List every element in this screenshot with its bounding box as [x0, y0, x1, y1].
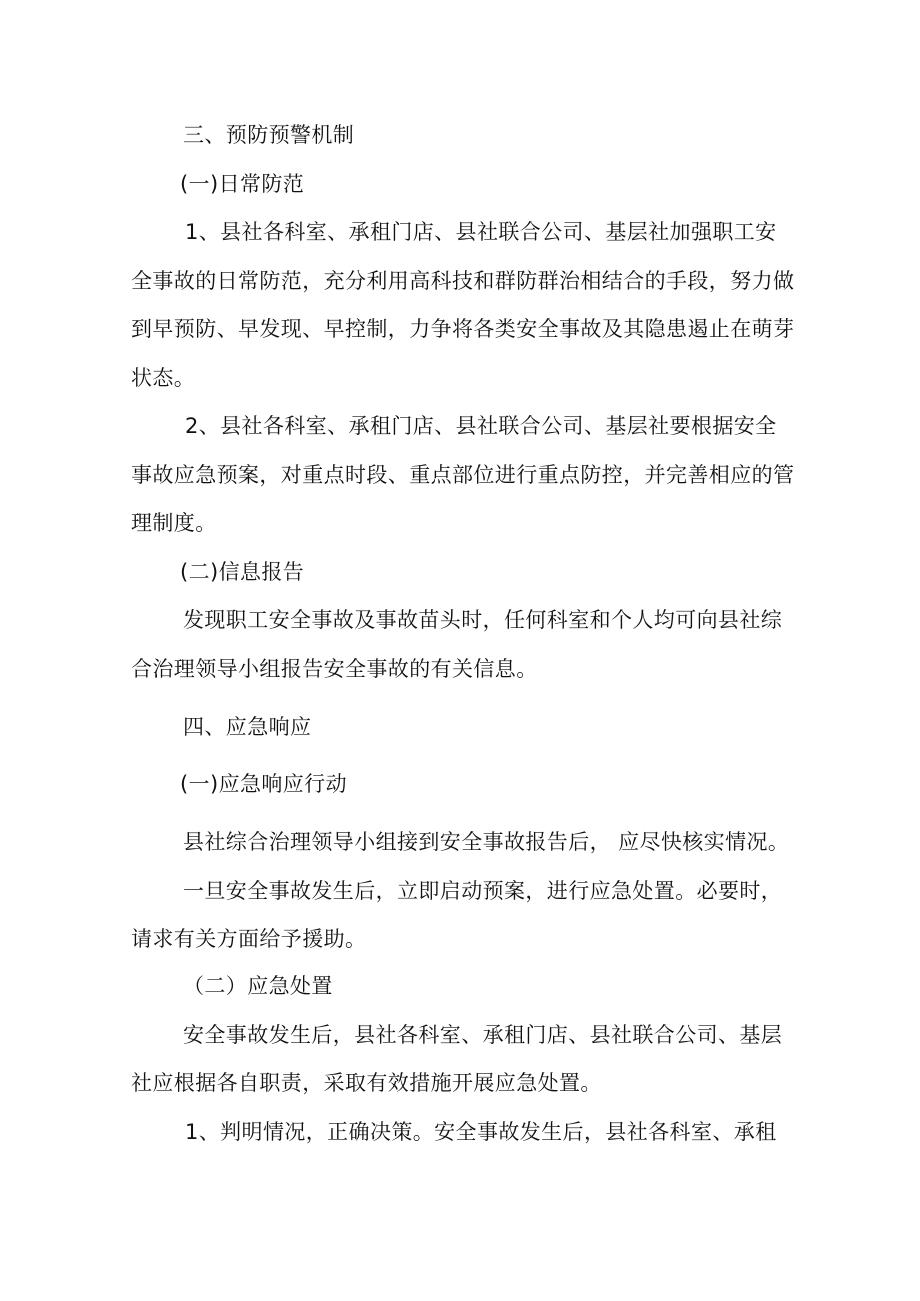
subheading-daily-prevention: (一)日常防范: [180, 172, 305, 196]
paragraph-line: 县社综合治理领导小组接到安全事故报告后， 应尽快核实情况。: [183, 830, 790, 854]
paragraph-line: 发现职工安全事故及事故苗头时，任何科室和个人均可向县社综: [183, 608, 783, 632]
paragraph-line: 全事故的日常防范，充分利用高科技和群防群治相结合的手段，努力做: [131, 269, 795, 293]
paragraph-line: 事故应急预案，对重点时段、重点部位进行重点防控，并完善相应的管: [131, 463, 795, 487]
paragraph-line: 理制度。: [131, 511, 217, 535]
paragraph-line: 1、县社各科室、承租门店、县社联合公司、基层社加强职工安: [185, 220, 777, 244]
paragraph-line: 安全事故发生后，县社各科室、承租门店、县社联合公司、基层: [183, 1023, 783, 1047]
paragraph-line: 1、判明情况，正确决策。安全事故发生后，县社各科室、承租: [185, 1120, 777, 1144]
paragraph-line: 社应根据各自职责，采取有效措施开展应急处置。: [131, 1071, 602, 1095]
paragraph-line: 合治理领导小组报告安全事故的有关信息。: [131, 657, 538, 681]
subheading-emergency-handling: （二）应急处置: [183, 974, 333, 998]
paragraph-line: 请求有关方面给予援助。: [131, 927, 367, 951]
section-heading-prevention: 三、预防预警机制: [183, 123, 355, 147]
paragraph-line: 2、县社各科室、承租门店、县社联合公司、基层社要根据安全: [185, 414, 777, 438]
subheading-info-report: (二)信息报告: [180, 560, 305, 584]
subheading-response-action: (一)应急响应行动: [180, 772, 347, 796]
section-heading-emergency-response: 四、应急响应: [183, 715, 312, 739]
paragraph-line: 一旦安全事故发生后，立即启动预案，进行应急处置。必要时，: [183, 879, 783, 903]
paragraph-line: 到早预防、早发现、早控制，力争将各类安全事故及其隐患遏止在萌芽: [131, 317, 795, 341]
paragraph-line: 状态。: [131, 366, 196, 390]
